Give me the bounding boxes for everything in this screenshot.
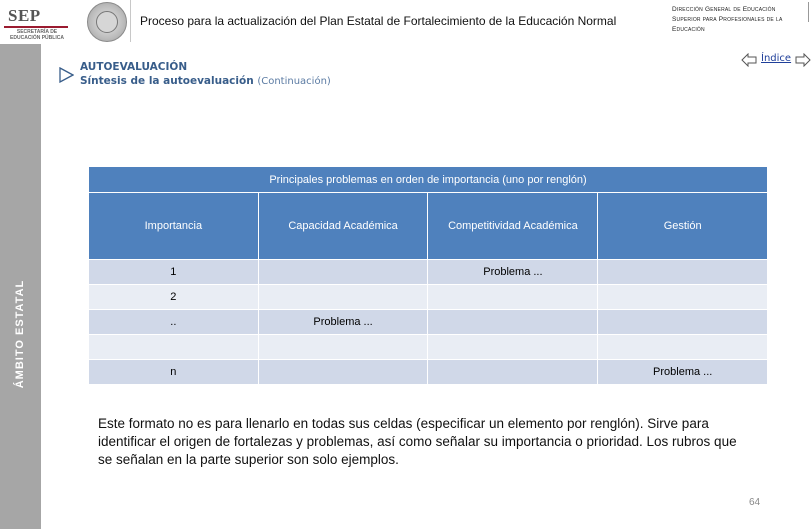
direccion-label: Dirección General de Educación Superior para Profesionales de la Educación <box>672 6 783 33</box>
seal-inner <box>96 11 118 33</box>
table-row <box>89 335 768 360</box>
sidebar <box>0 44 41 529</box>
sep-logo-subtext: SECRETARÍA DE EDUCACIÓN PÚBLICA <box>10 29 64 41</box>
table-cell <box>598 285 768 310</box>
table-cell <box>428 360 598 385</box>
section-subtitle-text: Síntesis de la autoevaluación <box>80 75 254 87</box>
table-cell: .. <box>89 310 259 335</box>
table-main-header: Principales problemas en orden de importancia (uno por renglón) <box>89 167 768 193</box>
table-cell <box>598 335 768 360</box>
table-cell: Problema ... <box>598 360 768 385</box>
table-cell <box>258 335 428 360</box>
table-cell <box>258 260 428 285</box>
table-cell: Problema ... <box>428 260 598 285</box>
section-title: AUTOEVALUACIÓN <box>80 61 188 73</box>
page-number: 64 <box>749 497 761 508</box>
table-row <box>89 285 768 310</box>
table-cell <box>89 335 259 360</box>
arrow-left-icon[interactable] <box>741 53 757 67</box>
section-subtitle <box>80 75 331 87</box>
column-header-capacidad: Capacidad Académica <box>258 193 428 260</box>
note-paragraph: Este formato no es para llenarlo en todas sus celdas (especificar un elemento por renglón). Sirve para identificar el origen de fortalezas y problemas, así como señalar su importancia o prioridad. Los rubros que se señalan en la parte superior son solo ejemplos. <box>98 416 737 467</box>
table-row <box>89 260 768 285</box>
header-divider-right <box>808 2 809 22</box>
header-divider <box>130 0 131 42</box>
table-row <box>89 310 768 335</box>
sep-logo-line <box>4 26 68 28</box>
play-triangle-icon <box>58 67 74 83</box>
table-cell: 1 <box>89 260 259 285</box>
index-link[interactable]: Índice <box>761 53 792 64</box>
table-cell: Problema ... <box>258 310 428 335</box>
table-cell <box>258 360 428 385</box>
header-title: Proceso para la actualización del Plan Estatal de Fortalecimiento de la Educación Normal <box>140 14 617 28</box>
table-row <box>89 360 768 385</box>
mexico-seal-icon <box>87 2 127 42</box>
sep-logo-text: SEP <box>8 6 41 25</box>
table-cell <box>428 285 598 310</box>
table-cell <box>428 310 598 335</box>
table-cell <box>428 335 598 360</box>
column-header-gestion: Gestión <box>598 193 768 260</box>
table-cell: n <box>89 360 259 385</box>
sidebar-label: ÁMBITO ESTATAL <box>14 279 26 389</box>
problems-table <box>88 166 768 385</box>
table-cell <box>598 310 768 335</box>
table-cell: 2 <box>89 285 259 310</box>
table-cell <box>598 260 768 285</box>
table-cell <box>258 285 428 310</box>
header-bar <box>0 0 812 44</box>
section-subtitle-note: (Continuación) <box>257 76 331 87</box>
column-header-competitividad: Competitividad Académica <box>428 193 598 260</box>
column-header-importancia: Importancia <box>89 193 259 260</box>
sep-logo <box>2 2 72 42</box>
arrow-right-icon[interactable] <box>795 53 811 67</box>
